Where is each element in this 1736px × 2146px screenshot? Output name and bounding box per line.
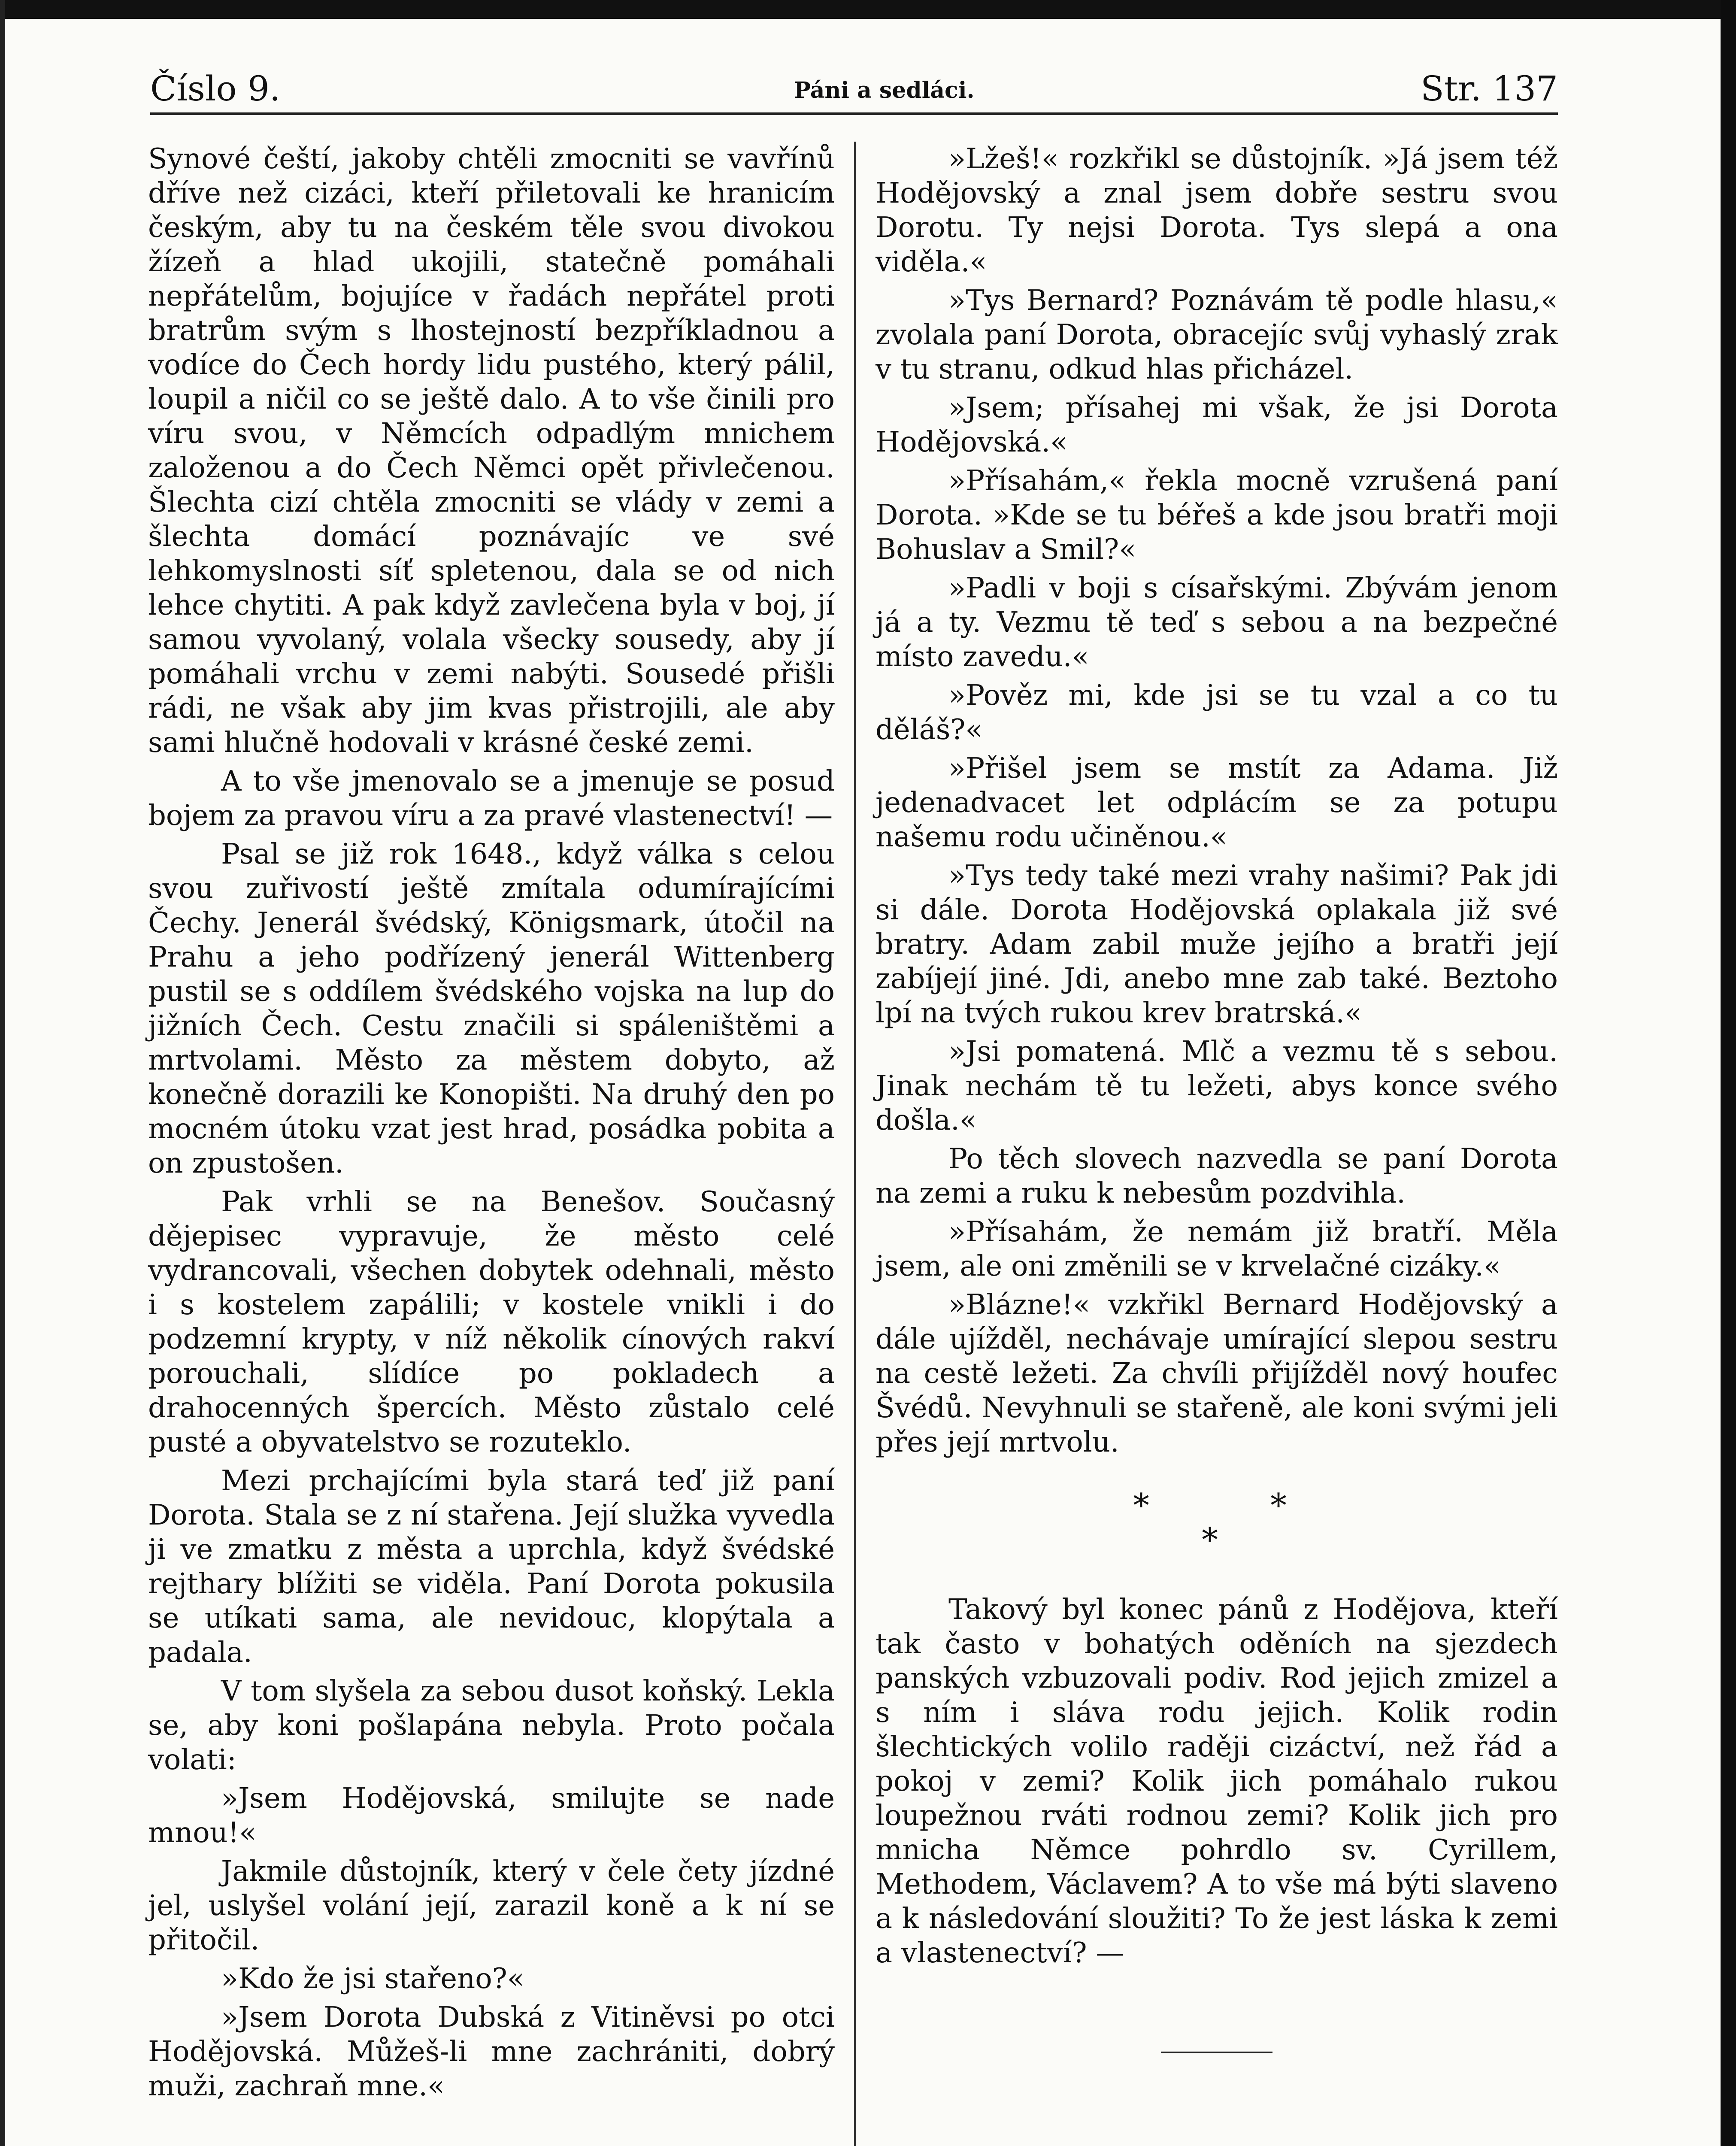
paragraph: »Padli v boji s císařskými. Zbývám jenom já a ty. Vezmu tě teď s sebou a na bezpečné místo zavedu.«	[876, 572, 1558, 673]
paragraph: Mezi prchajícími byla stará teď již paní Dorota. Stala se z ní stařena. Její služka vyvedla ji ve zmatku z města a uprchla, když švédské rejthary blížiti se viděla. Paní Dorota pokusila se utíkati sama, ale nevidouc, klopýtala a padala.	[148, 1464, 835, 1669]
page-number: Str. 137	[1421, 69, 1558, 109]
paragraph: »Přísahám, že nemám již bratří. Měla jsem, ale oni změnili se v krvelačné cizáky.«	[876, 1215, 1558, 1282]
asterisk: *	[1202, 1521, 1218, 1559]
issue-number: Číslo 9.	[150, 69, 281, 109]
paragraph: A to vše jmenovalo se a jmenuje se posud bojem za pravou víru a za pravé vlastenectví! —	[148, 765, 835, 832]
paragraph: »Tys tedy také mezi vrahy našimi? Pak jdi si dále. Dorota Hodějovská oplakala již své bratry. Adam zabil muže jejího a bratři její zabíjejí jiné. Jdi, anebo mne zab také. Beztoho lpí na tvých rukou krev bratrská.«	[876, 859, 1558, 1029]
running-header	[150, 64, 1558, 124]
end-rule	[1161, 2052, 1272, 2053]
scan-border-top	[0, 0, 1736, 19]
paragraph: »Jsi pomatená. Mlč a vezmu tě s sebou. Jinak nechám tě tu ležeti, abys konce svého došla.«	[876, 1035, 1558, 1137]
header-rule	[150, 112, 1558, 115]
left-column	[148, 142, 835, 2107]
paragraph: »Blázne!« vzkřikl Bernard Hodějovský a dále ujížděl, nechávaje umírající slepou sestru na cestě ležeti. Za chvíli přijížděl nový houfec Švédů. Nevyhnuli se stařeně, ale koni svými jeli přes její mrtvolu.	[876, 1288, 1558, 1458]
paragraph: Po těch slovech nazvedla se paní Dorota na zemi a ruku k nebesům pozdvihla.	[876, 1143, 1558, 1209]
paragraph: V tom slyšela za sebou dusot koňský. Lekla se, aby koni pošlapána nebyla. Proto počala volati:	[148, 1675, 835, 1776]
paragraph: Synové čeští, jakoby chtěli zmocniti se vavřínů dříve než cizáci, kteří přiletovali ke hranicím českým, aby tu na českém těle svou divokou žízeň a hlad ukojili, statečně pomáhali nepřátelům, bojujíce v řadách nepřátel proti bratrům svým s lhostejností bezpříkladnou a vodíce do Čech hordy lidu pustého, který pálil, loupil a ničil co se ještě dalo. A to vše činili pro víru svou, v Němcích odpadlým mnichem založenou a do Čech Němci opět přivlečenou. Šlechta cizí chtěla zmocniti se vlády v zemi a šlechta domácí poznávajíc ve své lehkomyslnosti síť spletenou, dala se od nich lehce chytiti. A pak když zavlečena byla v boj, jí samou vyvolaný, volala všecky sousedy, aby jí pomáhali vrchu v zemi nabýti. Sousedé přišli rádi, ne však aby jim kvas přistrojili, ale aby sami hlučně hodovali v krásné české zemi.	[148, 142, 835, 759]
paragraph: »Přišel jsem se mstít za Adama. Již jedenadvacet let odplácím se za potupu našemu rodu učiněnou.«	[876, 752, 1558, 853]
paragraph: »Jsem Hodějovská, smilujte se nade mnou!«	[148, 1782, 835, 1849]
scan-border-left	[0, 0, 5, 2146]
paragraph: »Lžeš!« rozkřikl se důstojník. »Já jsem též Hodějovský a znal jsem dobře sestru svou Dorotu. Ty nejsi Dorota. Tys slepá a ona viděla.«	[876, 142, 1558, 278]
paragraph: Pak vrhli se na Benešov. Současný dějepisec vypravuje, že město celé vydrancovali, všechen dobytek odehnali, město i s kostelem zapálili; v kostele vnikli i do podzemní krypty, v níž několik cínových rakví porouchali, slídíce po pokladech a drahocenných špercích. Město zůstalo celé pusté a obyvatelstvo se rozuteklo.	[148, 1185, 835, 1458]
paragraph: Jakmile důstojník, který v čele čety jízdné jel, uslyšel volání její, zarazil koně a k ní se přitočil.	[148, 1855, 835, 1956]
section-separator	[876, 1472, 1558, 1567]
paragraph: »Tys Bernard? Poznávám tě podle hlasu,« zvolala paní Dorota, obracejíc svůj vyhaslý zrak v tu stranu, odkud hlas přicházel.	[876, 284, 1558, 385]
paragraph: »Pověz mi, kde jsi se tu vzal a co tu děláš?«	[876, 679, 1558, 746]
column-divider	[854, 142, 856, 2146]
paragraph: »Jsem; přísahej mi však, že jsi Dorota Hodějovská.«	[876, 391, 1558, 458]
scan-border-right	[1721, 0, 1736, 2146]
right-column	[876, 142, 1558, 2053]
paragraph: Psal se již rok 1648., když válka s celou svou zuřivostí ještě zmítala odumírajícími Čechy. Jenerál švédský, Königsmark, útočil na Prahu a jeho podřízený jenerál Wittenberg pustil se s oddílem švédského vojska na lup do jižních Čech. Cestu značili si spáleništěmi a mrtvolami. Město za městem dobyto, až konečně dorazili ke Konopišti. Na druhý den po mocném útoku vzat jest hrad, posádka pobita a on zpustošen.	[148, 838, 835, 1179]
paragraph: »Přísahám,« řekla mocně vzrušená paní Dorota. »Kde se tu béřeš a kde jsou bratři moji Bohuslav a Smil?«	[876, 464, 1558, 566]
asterisk: *	[1133, 1486, 1149, 1525]
closing-paragraph: Takový byl konec pánů z Hodějova, kteří tak často v bohatých oděních na sjezdech panských vzbuzovali podiv. Rod jejich zmizel a s ním i sláva rodu jejich. Kolik rodin šlechtických volilo raději cizáctví, než řád a pokoj v zemi? Kolik jich pomáhalo rukou loupežnou rváti rodnou zemi? Kolik jich pro mnicha Němce pohrdlo sv. Cyrillem, Methodem, Václavem? A to vše má býti slaveno a k následování sloužiti? To že jest láska k zemi a vlastenectví? —	[876, 1593, 1558, 1969]
paragraph: »Jsem Dorota Dubská z Vitiněvsi po otci Hodějovská. Můžeš-li mne zachrániti, dobrý muži, zachraň mne.«	[148, 2001, 835, 2102]
asterisk: *	[1270, 1486, 1287, 1525]
paragraph: »Kdo že jsi stařeno?«	[221, 1962, 524, 1995]
running-title: Páni a sedláci.	[794, 77, 975, 103]
